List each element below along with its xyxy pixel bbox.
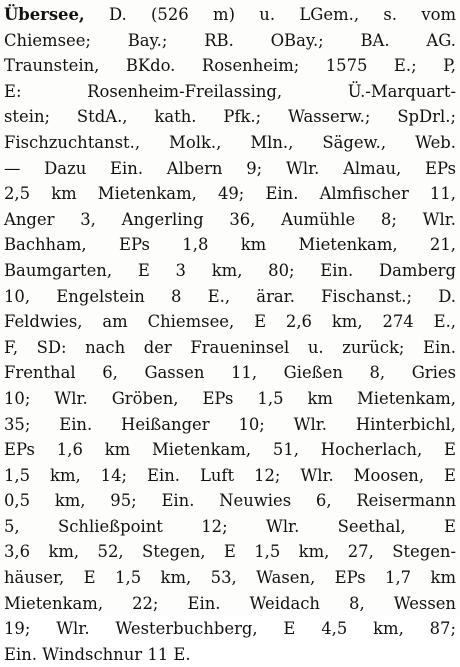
entry-line: Traunstein, BKdo. Rosenheim; 1575 E.; P, xyxy=(4,56,456,76)
entry-line-text: D. (526 m) u. LGem., s. vom xyxy=(84,5,456,24)
entry-line: Frenthal 6, Gassen 11, Gießen 8, Gries xyxy=(4,363,456,383)
entry-line: Anger 3, Angerling 36, Aumühle 8; Wlr. xyxy=(4,209,456,229)
entry-line: 19; Wlr. Westerbuchberg, E 4,5 km, 87; xyxy=(4,619,456,639)
entry-line: Baumgarten, E 3 km, 80; Ein. Damberg xyxy=(4,260,456,280)
entry-line: 35; Ein. Heißanger 10; Wlr. Hinterbichl, xyxy=(4,414,456,434)
entry-line: Fischzuchtanst., Molk., Mln., Sägew., Web. xyxy=(4,132,456,152)
entry-line: 2,5 km Mietenkam, 49; Ein. Almfischer 11, xyxy=(4,184,456,204)
entry-line: Bachham, EPs 1,8 km Mietenkam, 21, xyxy=(4,235,456,255)
entry-headword: Übersee, xyxy=(4,5,85,24)
entry-line: E: Rosenheim-Freilassing, Ü.-Marquart- xyxy=(4,81,456,101)
entry-line: F, SD: nach der Fraueninsel u. zurück; Ein. xyxy=(4,337,456,357)
entry-line: Mietenkam, 22; Ein. Weidach 8, Wessen xyxy=(4,593,456,613)
entry-line: EPs 1,6 km Mietenkam, 51, Hocherlach, E xyxy=(4,440,456,460)
entry-line: Feldwies, am Chiemsee, E 2,6 km, 274 E., xyxy=(4,312,456,332)
entry-line: häuser, E 1,5 km, 53, Wasen, EPs 1,7 km xyxy=(4,568,456,588)
entry-line: 3,6 km, 52, Stegen, E 1,5 km, 27, Stegen- xyxy=(4,542,456,562)
entry-line: — Dazu Ein. Albern 9; Wlr. Almau, EPs xyxy=(4,158,456,178)
entry-line: 10, Engelstein 8 E., ärar. Fischanst.; D. xyxy=(4,286,456,306)
entry-line: Ein. Windschnur 11 E. xyxy=(4,644,191,664)
entry-line: 5, Schließpoint 12; Wlr. Seethal, E xyxy=(4,516,456,536)
gazetteer-entry-uebersee xyxy=(4,2,456,667)
entry-line: 1,5 km, 14; Ein. Luft 12; Wlr. Moosen, E xyxy=(4,465,456,485)
entry-line: stein; StdA., kath. Pfk.; Wasserw.; SpDrl.; xyxy=(4,107,456,127)
entry-line: 10; Wlr. Gröben, EPs 1,5 km Mietenkam, xyxy=(4,388,456,408)
entry-line: 0,5 km, 95; Ein. Neuwies 6, Reisermann xyxy=(4,491,456,511)
entry-line: Chiemsee; Bay.; RB. OBay.; BA. AG. xyxy=(4,30,456,50)
entry-line xyxy=(4,2,456,28)
